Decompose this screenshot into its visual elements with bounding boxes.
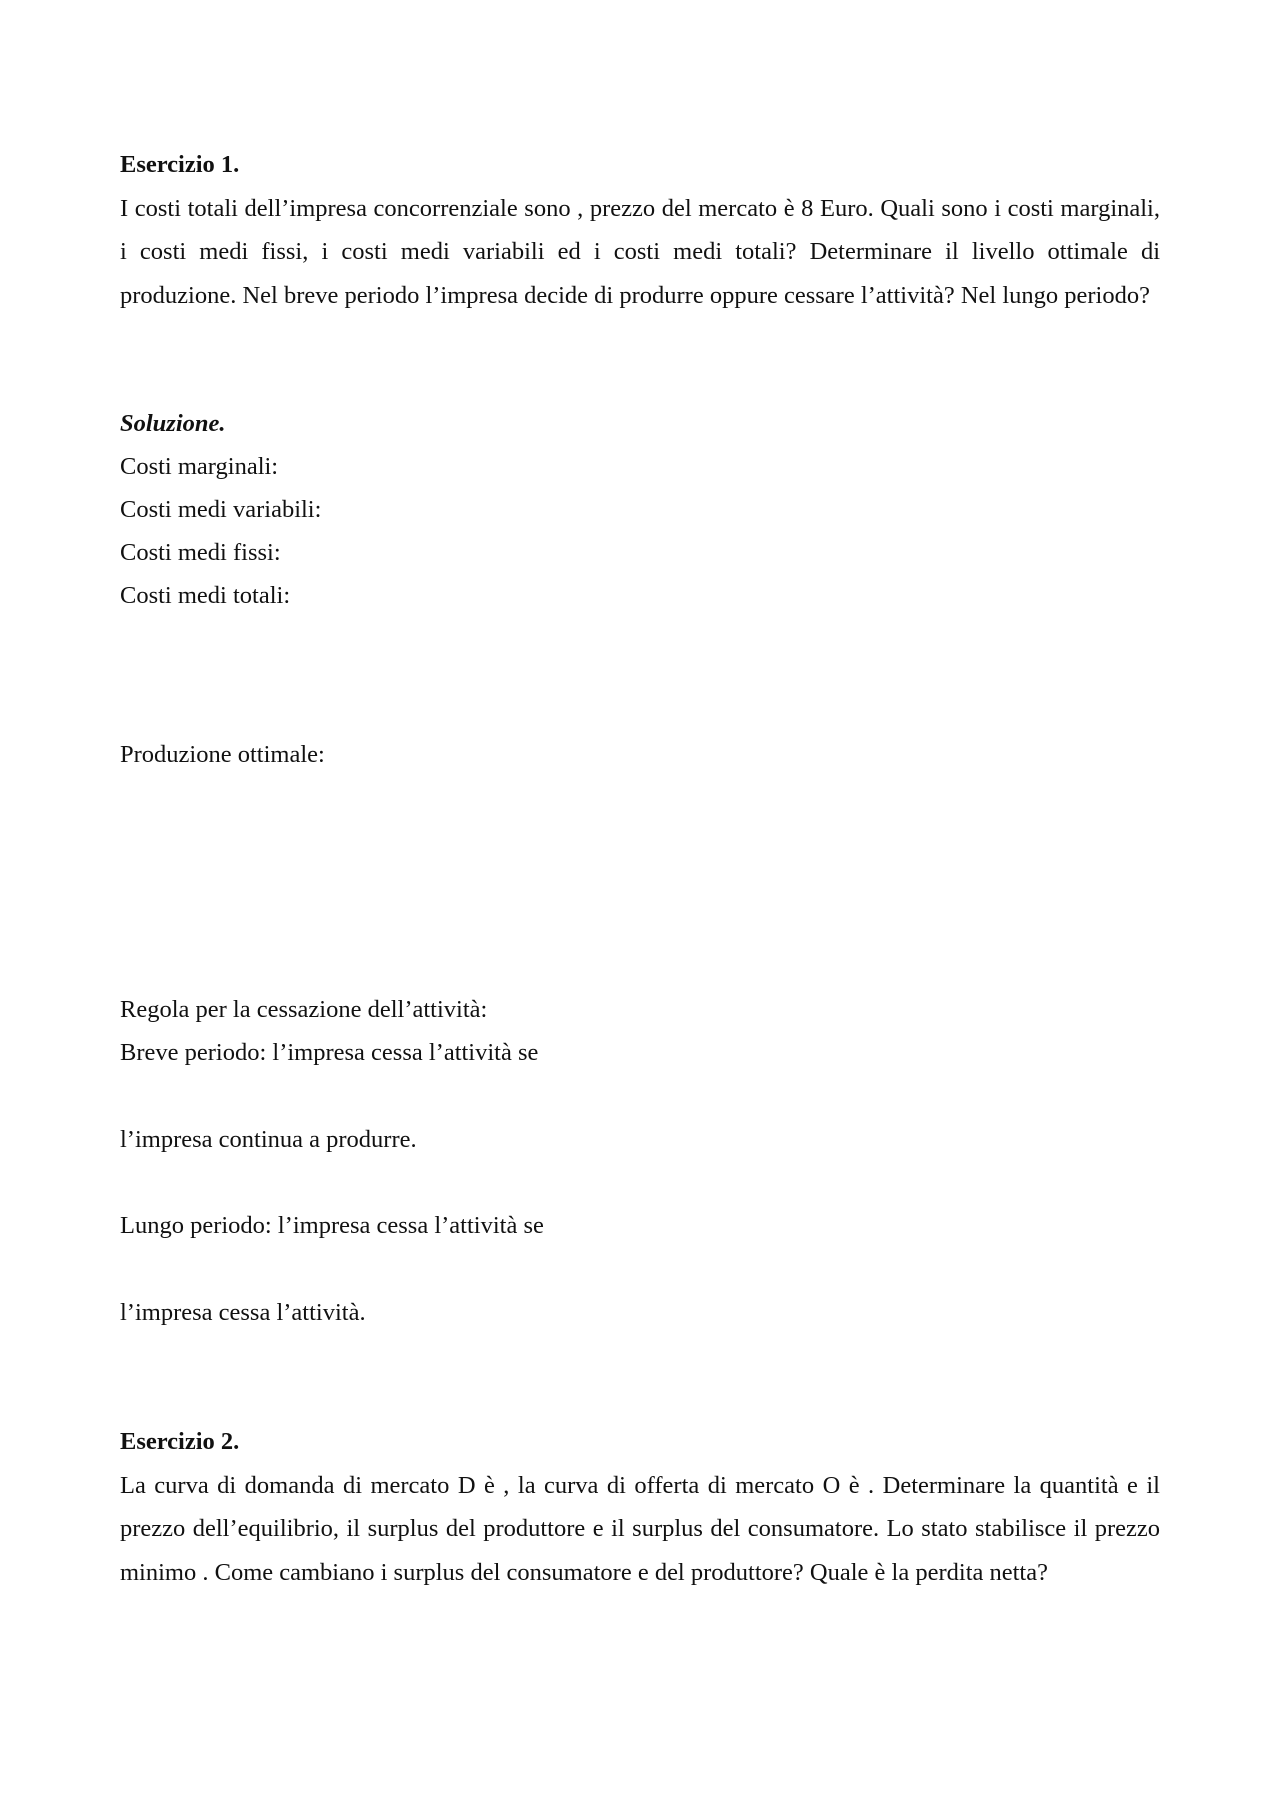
- marginal-costs-label: Costi marginali:: [120, 453, 279, 480]
- avg-fixed-costs-label: Costi medi fissi:: [120, 539, 281, 566]
- long-run-cease: l’impresa cessa l’attività.: [120, 1299, 366, 1326]
- avg-total-costs-label: Costi medi totali:: [120, 582, 291, 609]
- short-run-continue: l’impresa continua a produrre.: [120, 1126, 417, 1153]
- exercise-2-text: La curva di domanda di mercato D è , la curva di offerta di mercato O è . Determinare la quantità e il prezzo dell’equilibrio, il surplus del produttore e il surplus del consumatore. Lo stato stabilisce il prezzo minimo . Come cambiano i surplus del consumatore e del produttore? Quale è la perdita netta?: [120, 1472, 1160, 1586]
- exercise-1-text: I costi totali dell’impresa concorrenziale sono , prezzo del mercato è 8 Euro. Quali sono i costi marginali, i costi medi fissi, i costi medi variabili ed i costi medi totali? Determinare il livello ottimale di produzione. Nel breve periodo l’impresa decide di produrre oppure cessare l’attività? Nel lungo periodo?: [120, 195, 1160, 309]
- exercise-2-heading: Esercizio 2.: [120, 1428, 240, 1455]
- long-run-rule: Lungo periodo: l’impresa cessa l’attività se: [120, 1212, 544, 1239]
- short-run-rule: Breve periodo: l’impresa cessa l’attività se: [120, 1039, 539, 1066]
- shutdown-rule-label: Regola per la cessazione dell’attività:: [120, 996, 488, 1023]
- exercise-1-heading: Esercizio 1.: [120, 151, 240, 178]
- avg-variable-costs-label: Costi medi variabili:: [120, 496, 322, 523]
- solution-heading: Soluzione.: [120, 410, 226, 437]
- optimal-production-label: Produzione ottimale:: [120, 741, 325, 768]
